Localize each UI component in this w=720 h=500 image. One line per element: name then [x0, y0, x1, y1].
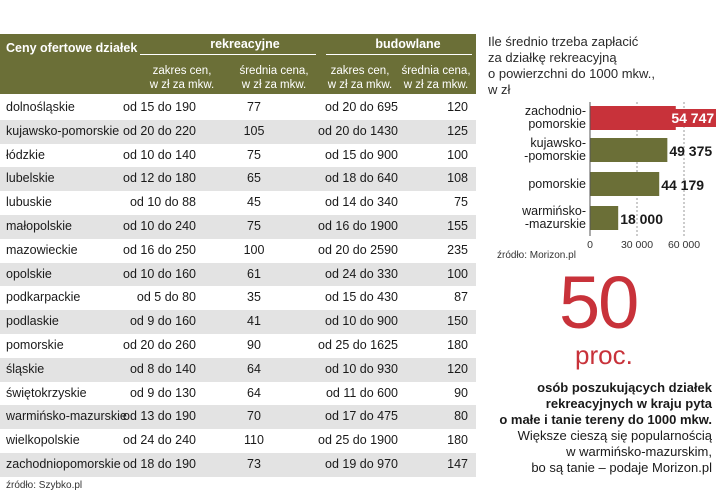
- region-name: podkarpackie: [6, 290, 81, 305]
- bud-range-cell: od 25 do 1625: [318, 337, 398, 352]
- rek-avg-cell: 100: [243, 242, 265, 257]
- table-row: [0, 263, 476, 287]
- table-row: [0, 215, 476, 239]
- bud-range-cell: od 10 do 930: [325, 361, 398, 376]
- stat-bold-line: osób poszukujących działek: [537, 380, 712, 395]
- bud-range-cell: od 15 do 430: [325, 290, 398, 305]
- table-row: [0, 286, 476, 310]
- group-rekreacyjne-underline: [140, 54, 316, 55]
- bud-range-cell: od 20 do 2590: [318, 242, 398, 257]
- bud-range-cell: od 10 do 900: [325, 314, 398, 329]
- table-row: [0, 144, 476, 168]
- group-rekreacyjne: rekreacyjne: [210, 37, 280, 51]
- rek-range-cell: od 9 do 130: [129, 385, 196, 400]
- bud-range-cell: od 16 do 1900: [318, 218, 398, 233]
- bud-range-cell: od 19 do 970: [325, 456, 398, 471]
- price-bar-chart: [486, 100, 716, 250]
- group-budowlane-underline: [326, 54, 472, 55]
- rek-avg-cell: 65: [247, 171, 261, 186]
- subheader-zakres-rek: zakres cen, w zł za mkw.: [149, 65, 215, 91]
- tick-label: 0: [587, 239, 593, 250]
- rek-range-cell: od 12 do 180: [123, 171, 196, 186]
- bud-range-cell: od 20 do 695: [325, 100, 398, 114]
- rek-range-cell: od 10 do 140: [123, 147, 196, 162]
- rek-range-cell: od 20 do 260: [123, 337, 196, 352]
- value-label: 54 747: [671, 110, 715, 126]
- rek-avg-cell: 64: [247, 385, 261, 400]
- bud-avg-cell: 120: [447, 361, 468, 376]
- bud-avg-cell: 80: [454, 409, 468, 424]
- rek-range-cell: od 10 do 160: [123, 266, 196, 281]
- bud-range-cell: od 17 do 475: [325, 409, 398, 424]
- bud-avg-cell: 90: [454, 385, 468, 400]
- bud-avg-cell: 120: [447, 100, 468, 114]
- bud-avg-cell: 87: [454, 290, 468, 305]
- region-name: lubelskie: [6, 171, 55, 186]
- table-row: [0, 96, 476, 120]
- region-name: mazowieckie: [6, 242, 78, 257]
- subheader-srednia-bud: średnia cena, w zł za mkw.: [401, 65, 471, 91]
- rek-range-cell: od 10 do 88: [129, 195, 196, 210]
- rek-avg-cell: 75: [247, 147, 261, 162]
- subheader-zakres-bud: zakres cen, w zł za mkw.: [327, 65, 393, 91]
- bar: [590, 106, 676, 130]
- bud-avg-cell: 100: [447, 266, 468, 281]
- table-header: [0, 34, 476, 94]
- category-label: kujawsko--pomorskie: [524, 136, 586, 163]
- bud-range-cell: od 11 do 600: [325, 385, 398, 400]
- rek-range-cell: od 8 do 140: [129, 361, 196, 376]
- bud-avg-cell: 180: [447, 433, 468, 448]
- tick-label: 30 000: [620, 239, 654, 250]
- region-name: małopolskie: [6, 218, 73, 233]
- region-name: zachodniopomorskie: [6, 456, 121, 471]
- category-label: zachodnio-pomorskie: [524, 104, 586, 131]
- chart-source: źródło: Morizon.pl: [497, 250, 576, 261]
- stat-bold-line: o małe i tanie tereny do 1000 mkw.: [499, 412, 712, 427]
- bud-avg-cell: 150: [447, 314, 468, 329]
- table-source: źródło: Szybko.pl: [6, 480, 83, 491]
- region-name: łódzkie: [6, 147, 45, 162]
- table-row: [0, 239, 476, 263]
- rek-avg-cell: 105: [243, 123, 265, 138]
- region-name: kujawsko-pomorskie: [6, 123, 120, 138]
- stat-unit: proc.: [575, 340, 633, 370]
- category-label: warmińsko--mazurskie: [522, 204, 586, 231]
- bud-range-cell: od 15 do 900: [325, 147, 398, 162]
- rek-range-cell: od 13 do 190: [123, 409, 196, 424]
- region-name: lubuskie: [6, 195, 52, 210]
- rek-avg-cell: 64: [247, 361, 261, 376]
- rek-avg-cell: 45: [247, 195, 261, 210]
- bud-avg-cell: 108: [447, 171, 468, 186]
- region-name: opolskie: [6, 266, 52, 281]
- rek-avg-cell: 110: [244, 433, 264, 448]
- bar: [590, 138, 667, 162]
- stat-number: 50: [559, 261, 638, 344]
- rek-range-cell: od 15 do 190: [123, 100, 196, 114]
- stat-line: Większe cieszą się popularnością: [517, 428, 712, 443]
- bud-range-cell: od 20 do 1430: [318, 123, 398, 138]
- rek-avg-cell: 41: [247, 314, 261, 329]
- rek-range-cell: od 20 do 220: [123, 123, 196, 138]
- stat-line: w warmińsko-mazurskim,: [566, 444, 712, 459]
- group-budowlane: budowlane: [375, 37, 441, 51]
- rek-range-cell: od 16 do 250: [123, 242, 196, 257]
- bar: [590, 206, 618, 230]
- bud-avg-cell: 180: [447, 337, 468, 352]
- bar: [590, 172, 659, 196]
- rek-range-cell: od 24 do 240: [123, 433, 196, 448]
- rek-avg-cell: 73: [247, 456, 261, 471]
- bud-range-cell: od 14 do 340: [325, 195, 398, 210]
- rek-avg-cell: 90: [247, 337, 261, 352]
- bud-range-cell: od 18 do 640: [325, 171, 398, 186]
- bud-avg-cell: 155: [447, 218, 468, 233]
- rek-range-cell: od 5 do 80: [136, 290, 196, 305]
- table-row: [0, 310, 476, 334]
- bud-avg-cell: 125: [447, 123, 468, 138]
- region-name: śląskie: [6, 361, 45, 376]
- value-label: 49 375: [669, 143, 713, 159]
- table-row: [0, 358, 476, 382]
- value-label: 18 000: [620, 211, 664, 227]
- table-row: [0, 120, 476, 144]
- bud-avg-cell: 100: [447, 147, 468, 162]
- stat-text: [382, 380, 712, 476]
- bud-range-cell: od 24 do 330: [325, 266, 398, 281]
- rek-avg-cell: 75: [247, 218, 261, 233]
- bud-range-cell: od 25 do 1900: [318, 433, 398, 448]
- rek-avg-cell: 61: [247, 266, 261, 281]
- stat-line: bo są tanie – podaje Morizon.pl: [531, 460, 712, 475]
- rek-range-cell: od 18 do 190: [123, 456, 196, 471]
- value-label: 44 179: [661, 177, 705, 193]
- rek-range-cell: od 10 do 240: [123, 218, 196, 233]
- region-name: świętokrzyskie: [6, 385, 87, 400]
- region-name: dolnośląskie: [6, 100, 75, 114]
- table-title: Ceny ofertowe działek: [6, 41, 138, 55]
- region-name: warmińsko-mazurskie: [6, 409, 127, 424]
- rek-range-cell: od 9 do 160: [129, 314, 196, 329]
- stat-bold-line: rekreacyjnych w kraju pyta: [545, 396, 712, 411]
- rek-avg-cell: 35: [247, 290, 261, 305]
- rek-avg-cell: 70: [247, 409, 261, 424]
- subheader-srednia-rek: średnia cena, w zł za mkw.: [239, 65, 309, 91]
- category-label: pomorskie: [528, 177, 586, 191]
- table-row: [0, 191, 476, 215]
- bud-avg-cell: 147: [447, 456, 468, 471]
- region-name: podlaskie: [6, 314, 59, 329]
- bud-avg-cell: 235: [447, 242, 468, 257]
- bud-avg-cell: 75: [454, 195, 468, 210]
- chart-question: Ile średnio trzeba zapłacić za działkę rekreacyjną o powierzchni do 1000 mkw., w zł: [488, 34, 655, 97]
- rek-avg-cell: 77: [247, 100, 261, 114]
- tick-label: 60 000: [667, 239, 701, 250]
- region-name: pomorskie: [6, 337, 64, 352]
- region-name: wielkopolskie: [6, 433, 80, 448]
- table-row: [0, 167, 476, 191]
- table-row: [0, 334, 476, 358]
